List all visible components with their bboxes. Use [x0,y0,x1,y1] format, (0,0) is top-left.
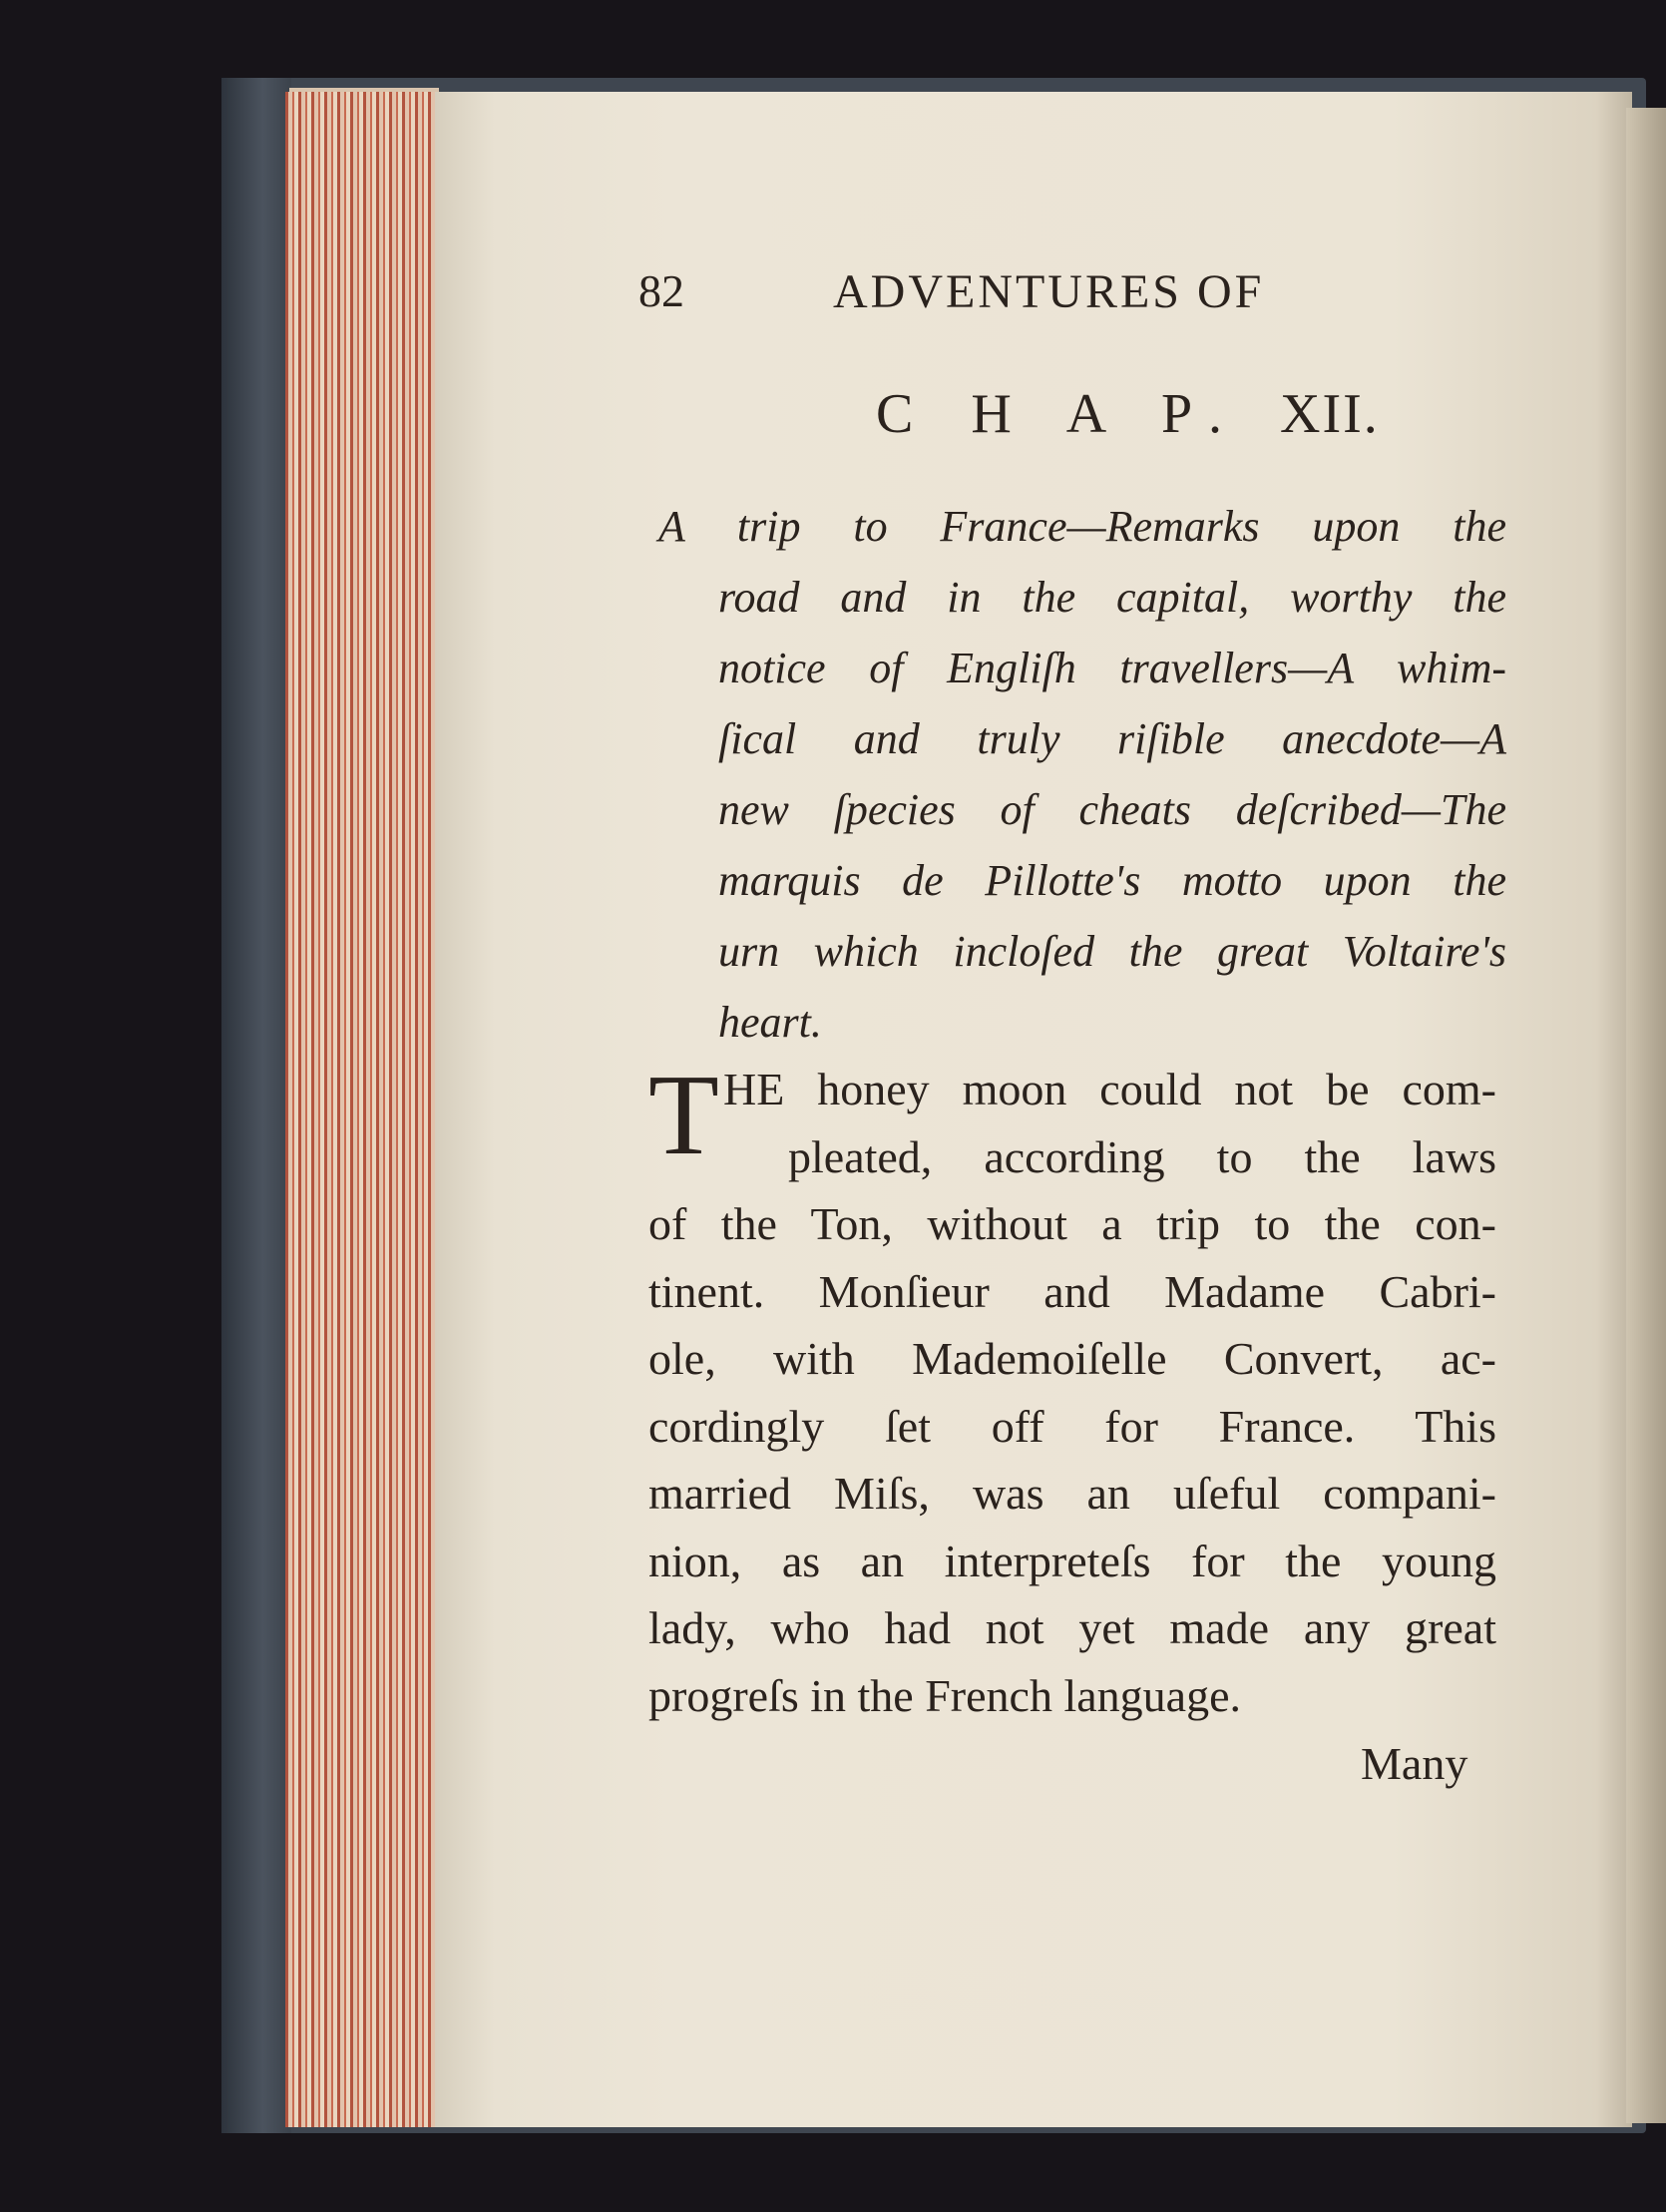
chapter-label: C H A P. [876,383,1244,445]
body-line: of the Ton, without a trip to the con- [648,1198,1496,1249]
page-header [638,264,1347,334]
body-text [648,1052,1496,1729]
summary-line: road and in the capital, worthy the [718,573,1506,622]
red-page-edges [285,92,435,2127]
chapter-summary [658,491,1506,1058]
chapter-heading [876,382,1380,446]
facing-page-gutter [1626,108,1666,2123]
summary-line: notice of Engliſh travellers—A whim- [718,644,1506,692]
body-line: ole, with Mademoiſelle Convert, ac- [648,1333,1496,1384]
summary-line: ſical and truly riſible anecdote—A [718,714,1506,763]
book-spine [221,78,291,2133]
body-line: tinent. Monſieur and Madame Cabri- [648,1265,1496,1317]
page-number: 82 [638,265,684,316]
drop-cap: T [648,1052,719,1179]
summary-line: urn which incloſed the great Voltaire's [718,927,1506,976]
body-line: progreſs in the French language. [648,1669,1241,1721]
summary-line: marquis de Pillotte's motto upon the [718,856,1506,905]
running-title: ADVENTURES OF [833,265,1265,318]
catchword: Many [1361,1738,1468,1789]
body-line: nion, as an interpreteſs for the young [648,1535,1496,1586]
summary-line: new ſpecies of cheats deſcribed—The [718,785,1506,834]
body-line: lady, who had not yet made any great [648,1602,1496,1653]
body-line: HE honey moon could not be com- [723,1064,1496,1114]
chapter-numeral: XII. [1280,383,1380,445]
body-line: pleated, according to the laws [788,1130,1496,1182]
body-line: married Miſs, was an uſeful compani- [648,1468,1496,1519]
summary-line: A trip to France—Remarks upon the [658,502,1506,551]
summary-line: heart. [718,998,822,1047]
body-line: cordingly ſet off for France. This [648,1400,1496,1452]
